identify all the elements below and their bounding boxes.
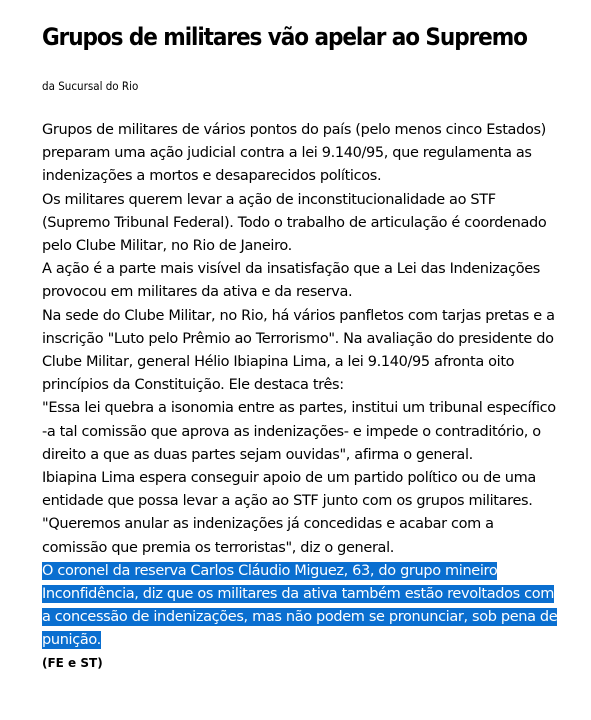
article-paragraph: Grupos de militares de vários pontos do país (pelo menos cinco Estados) preparam uma ação judicial contra a lei 9.140/95, que regulamenta as indenizações a mortos e desaparecidos políticos.	[42, 122, 546, 185]
article-headline: Grupos de militares vão apelar ao Supremo	[42, 23, 527, 51]
article-paragraph: Os militares querem levar a ação de inconstitucionalidade ao STF (Supremo Tribunal Federal). Todo o trabalho de articulação é coordenado pelo Clube Militar, no Rio de Janeiro.	[42, 191, 547, 255]
highlighted-paragraph-container	[42, 560, 562, 653]
article-paragraph: "Queremos anular as indenizações já concedidas e acabar com a comissão que premia os terroristas", diz o general.	[42, 516, 494, 556]
article-body	[42, 119, 562, 653]
article-paragraph: Na sede do Clube Militar, no Rio, há vários panfletos com tarjas pretas e a inscrição "Luto pelo Prêmio ao Terrorismo". Na avaliação do presidente do Clube Militar, general Hélio Ibiapina Lima, a lei 9.140/95 afronta oito princípios da Constituição. Ele destaca três:	[42, 307, 555, 394]
article	[42, 20, 562, 671]
article-paragraph: "Essa lei quebra a isonomia entre as partes, institui um tribunal específico -a tal comissão que aprova as indenizações- e impede o contraditório, o direito a que as duas partes sejam ouvidas", afirma o general.	[42, 400, 556, 463]
article-byline: da Sucursal do Rio	[42, 79, 139, 93]
article-credit: (FE e ST)	[42, 655, 103, 670]
selected-text-highlight[interactable]: O coronel da reserva Carlos Cláudio Miguez, 63, do grupo mineiro Inconfidência, diz que os militares da ativa também estão revoltados com a concessão de indenizações, mas não podem se pronunciar, sob pena de punição.	[42, 562, 558, 649]
article-paragraph: A ação é a parte mais visível da insatisfação que a Lei das Indenizações provocou em militares da ativa e da reserva.	[42, 261, 541, 301]
article-paragraph: Ibiapina Lima espera conseguir apoio de um partido político ou de uma entidade que possa levar a ação ao STF junto com os grupos militares.	[42, 470, 536, 510]
